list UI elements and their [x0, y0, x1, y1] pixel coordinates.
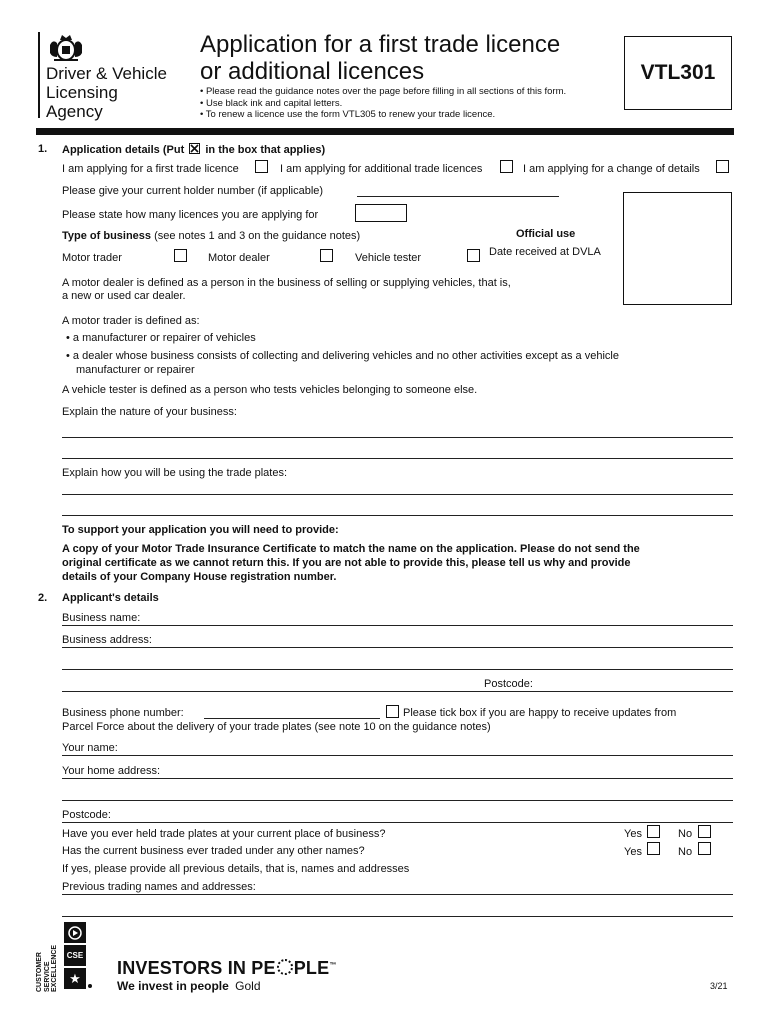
header-note: • Use black ink and capital letters.: [200, 97, 343, 109]
phone-field[interactable]: [204, 718, 380, 719]
business-postcode-line[interactable]: [62, 691, 733, 692]
explain-nature-label: Explain the nature of your business:: [62, 406, 237, 418]
iip-circle-o-icon: [277, 959, 293, 975]
q-held-no-label: No: [678, 828, 693, 840]
title-line-2: or additional licences: [200, 58, 425, 85]
home-postcode-line[interactable]: [62, 822, 733, 823]
motor-trader-checkbox[interactable]: [174, 249, 187, 262]
explain-plates-line[interactable]: [62, 494, 733, 495]
business-address-line[interactable]: [62, 669, 733, 670]
investors-in-people-logo: INVESTORS IN PE PLE™ We invest in people Gold: [117, 958, 337, 993]
official-use-box: [623, 192, 732, 305]
business-address-label: Business address:: [62, 634, 152, 646]
how-many-field[interactable]: [355, 204, 407, 222]
tester-definition: A vehicle tester is defined as a person who tests vehicles belonging to someone else.: [62, 384, 478, 396]
business-name-line[interactable]: [62, 625, 733, 626]
support-heading: To support your application you will need to provide:: [62, 524, 339, 536]
your-name-line[interactable]: [62, 755, 733, 756]
cse-star-icon: ★: [64, 968, 86, 989]
motor-dealer-checkbox[interactable]: [320, 249, 333, 262]
how-many-label: Please state how many licences you are applying for: [62, 209, 319, 221]
q-held-yes-checkbox[interactable]: [647, 825, 660, 838]
header-note: • To renew a licence use the form VTL305 to renew your trade licence.: [200, 109, 496, 120]
q-traded-names: Has the current business ever traded under any other names?: [62, 845, 365, 857]
opt-change-label: I am applying for a change of details: [523, 163, 700, 175]
vehicle-tester-checkbox[interactable]: [467, 249, 480, 262]
type-of-business-label: Type of business (see notes 1 and 3 on the guidance notes): [62, 230, 361, 242]
agency-line-2: Licensing: [46, 83, 118, 102]
explain-plates-label: Explain how you will be using the trade plates:: [62, 467, 288, 479]
explain-plates-line[interactable]: [62, 515, 733, 516]
cse-dot: [88, 984, 92, 988]
section-1-heading: Application details (Put in the box that applies): [62, 144, 326, 156]
if-yes-instruction: If yes, please provide all previous details, that is, names and addresses: [62, 863, 410, 875]
iip-gold: Gold: [235, 979, 261, 993]
section-2-number: 2.: [38, 592, 48, 604]
form-code: VTL301: [640, 61, 716, 84]
cse-logo: [36, 922, 96, 992]
opt-first-checkbox[interactable]: [255, 160, 268, 173]
royal-crest-icon: [46, 33, 86, 63]
home-address-label: Your home address:: [62, 765, 161, 777]
cse-play-icon: [64, 922, 86, 943]
business-address-line[interactable]: [62, 647, 733, 648]
motor-dealer-label: Motor dealer: [208, 252, 270, 264]
agency-line-3: Agency: [46, 102, 103, 121]
q-traded-no-checkbox[interactable]: [698, 842, 711, 855]
form-version: 3/21: [710, 981, 728, 991]
phone-label: Business phone number:: [62, 707, 184, 719]
opt-change-checkbox[interactable]: [716, 160, 729, 173]
vehicle-tester-label: Vehicle tester: [355, 252, 422, 264]
cse-vertical-text: CUSTOMER SERVICE EXCELLENCE: [36, 944, 58, 992]
section-2-heading: Applicant's details: [62, 592, 159, 604]
support-text: A copy of your Motor Trade Insurance Certificate to match the name on the application. Please do not send the original certificate as we cannot return this. If you are not able to provide this, please tell us why and provide details of your Company House registration number.: [62, 543, 640, 583]
q-held-no-checkbox[interactable]: [698, 825, 711, 838]
header-notes: [200, 86, 566, 121]
explain-nature-line[interactable]: [62, 458, 733, 459]
date-received-label: Date received at DVLA: [489, 246, 601, 258]
business-postcode-label: Postcode:: [484, 678, 533, 690]
checked-box-icon: [189, 143, 200, 154]
section-1-number: 1.: [38, 143, 48, 155]
agency-name: [46, 64, 167, 121]
opt-additional-checkbox[interactable]: [500, 160, 513, 173]
cse-badge: CSE: [64, 945, 86, 966]
previous-names-label: Previous trading names and addresses:: [62, 881, 256, 893]
trader-definition: A motor trader is defined as:: [62, 315, 200, 327]
your-name-label: Your name:: [62, 742, 118, 754]
title-line-1: Application for a first trade licence: [200, 31, 561, 58]
header-divider: [36, 128, 734, 135]
home-address-line[interactable]: [62, 778, 733, 779]
crest-logo: [38, 32, 40, 118]
official-use-label: Official use: [516, 228, 576, 240]
q-traded-no-label: No: [678, 846, 693, 858]
form-code-box: [624, 36, 732, 110]
explain-nature-line[interactable]: [62, 437, 733, 438]
opt-first-label: I am applying for a first trade licence: [62, 163, 239, 175]
parcel-force-label: Please tick box if you are happy to receive updates from: [403, 707, 677, 719]
q-traded-yes-checkbox[interactable]: [647, 842, 660, 855]
opt-additional-label: I am applying for additional trade licences: [280, 163, 483, 175]
home-postcode-label: Postcode:: [62, 809, 111, 821]
holder-number-field[interactable]: [357, 196, 559, 197]
q-held-yes-label: Yes: [624, 828, 642, 840]
trader-bullet-2: • a dealer whose business consists of collecting and delivering vehicles and no other activities except as a vehicle: [66, 350, 619, 362]
page-title: [200, 31, 560, 85]
previous-names-line[interactable]: [62, 916, 733, 917]
iip-subtitle: We invest in people: [117, 979, 229, 993]
previous-names-line[interactable]: [62, 894, 733, 895]
home-address-line[interactable]: [62, 800, 733, 801]
holder-number-label: Please give your current holder number (if applicable): [62, 185, 324, 197]
q-traded-yes-label: Yes: [624, 846, 642, 858]
q-held-plates: Have you ever held trade plates at your current place of business?: [62, 828, 386, 840]
business-name-label: Business name:: [62, 612, 141, 624]
motor-trader-label: Motor trader: [62, 252, 122, 264]
trader-bullet-1: • a manufacturer or repairer of vehicles: [66, 332, 256, 344]
agency-line-1: Driver & Vehicle: [46, 64, 167, 83]
parcel-force-label-cont: Parcel Force about the delivery of your trade plates (see note 10 on the guidance notes): [62, 721, 491, 733]
parcel-force-checkbox[interactable]: [386, 705, 399, 718]
trader-bullet-2-cont: manufacturer or repairer: [76, 364, 195, 376]
dealer-definition: A motor dealer is defined as a person in the business of selling or supplying vehicles, that is, a new or used car dealer.: [62, 277, 511, 302]
header-note: • Please read the guidance notes over the page before filling in all sections of this form.: [200, 86, 567, 97]
